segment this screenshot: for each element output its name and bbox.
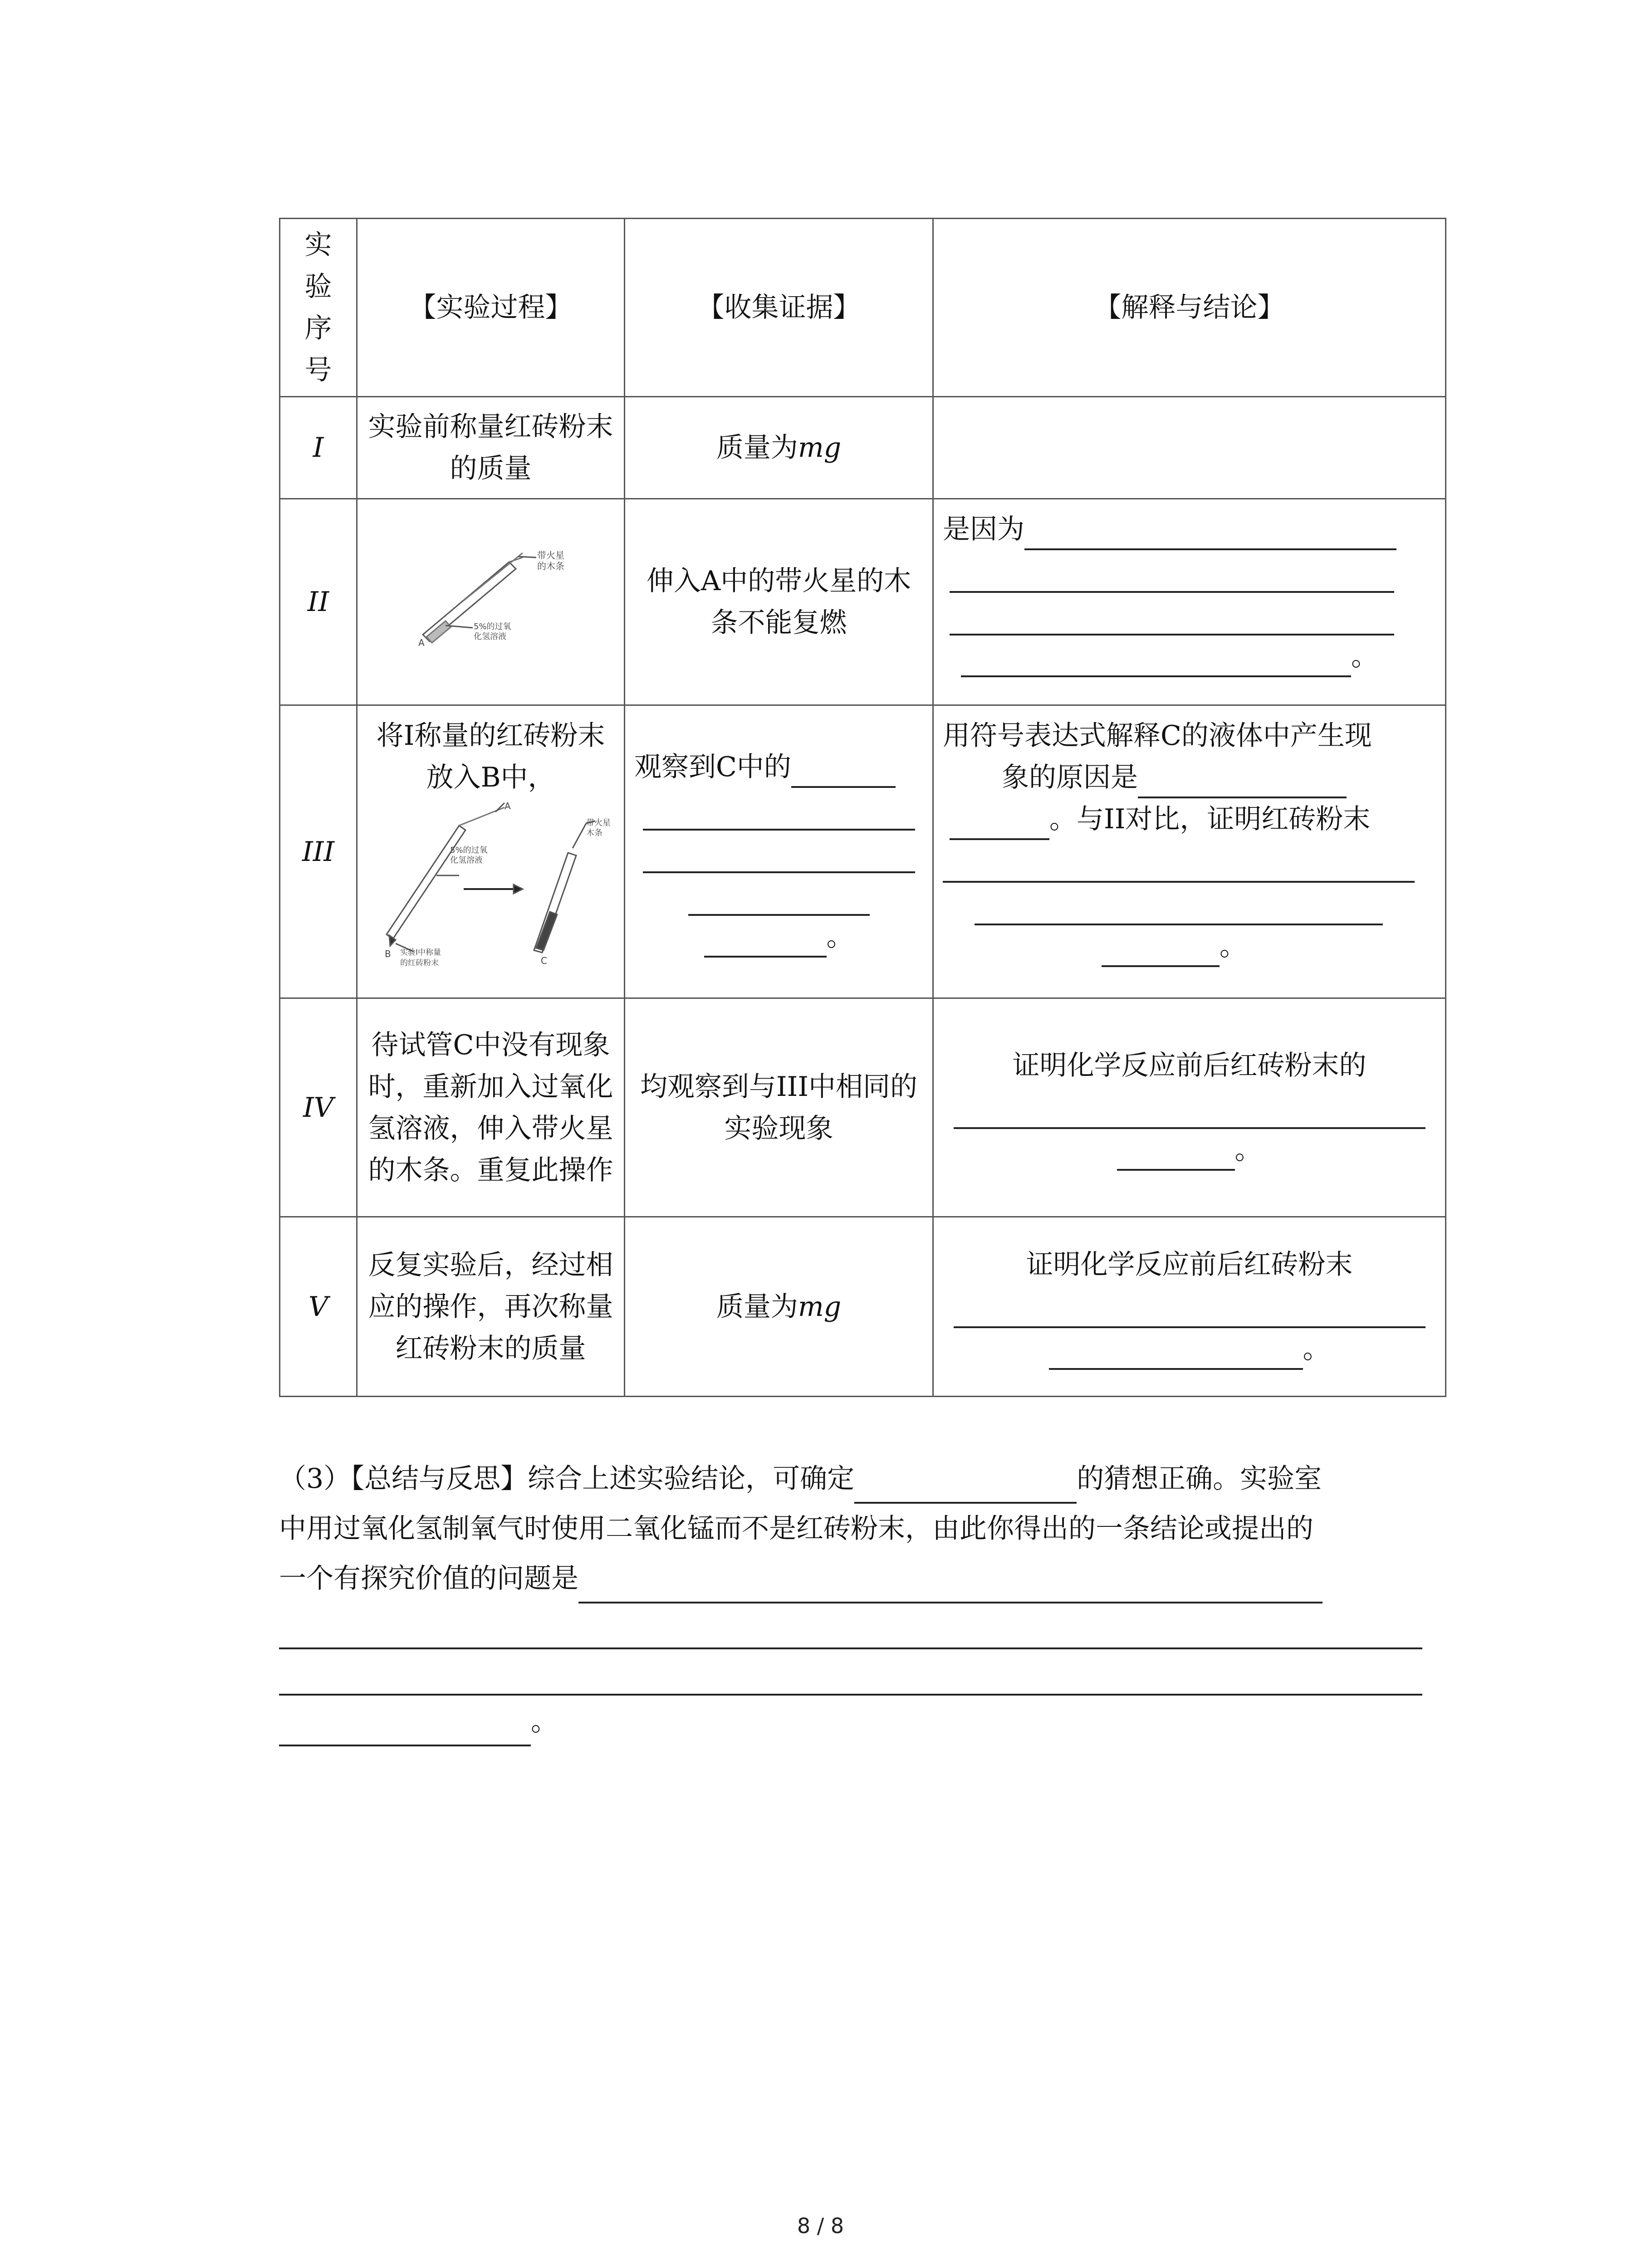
answer-line[interactable] [954,1286,1425,1328]
figure-label-a: A [418,637,425,648]
test-tube-bc-figure [368,798,613,975]
header-conclusion: 【解释与结论】 [933,219,1446,397]
row-id: II [280,499,357,705]
row-conclusion [933,499,1446,705]
answer-line[interactable] [643,788,915,831]
answer-blank[interactable] [1117,1137,1235,1171]
figure-label-b: B [384,948,391,959]
answer-blank[interactable] [791,754,896,788]
row-process [357,705,625,998]
evidence-text: 质量为 [716,432,798,464]
header-evidence: 【收集证据】 [625,219,933,397]
mass-variable: mg [798,1290,842,1323]
answer-blank[interactable] [1102,934,1220,967]
conclusion-prefix: 是因为 [943,513,1024,545]
row-process: 实验前称量红砖粉末的质量 [357,397,625,499]
figure-label-solution: 5%的过氧 [473,622,511,631]
answer-blank[interactable] [950,807,1049,840]
table-row [280,1217,1446,1397]
conclusion-line1: 用符号表达式解释C的液体中产生现 [943,720,1372,752]
answer-blank[interactable] [1138,765,1347,798]
row-process: 反复实验后，经过相应的操作，再次称量红砖粉末的质量 [357,1217,625,1397]
answer-line[interactable] [950,593,1394,635]
answer-line[interactable] [950,550,1394,593]
evidence-text: 伸入A中的带火星的木条不能复燃 [646,565,911,639]
row-evidence [625,1217,933,1397]
answer-blank[interactable] [279,1709,531,1746]
figure-label-powder: 实验I中称量 [400,948,441,957]
process-text: 将I称量的红砖粉末放入B中， [376,720,605,793]
row-conclusion [933,998,1446,1217]
evidence-text: 质量为 [716,1290,798,1323]
answer-blank[interactable] [704,924,827,958]
row-evidence [625,397,933,499]
header-seq [280,219,357,397]
figure-label-a: A [504,801,511,811]
row-conclusion [933,1217,1446,1397]
row-process: 待试管C中没有现象时，重新加入过氧化氢溶液，伸入带火星的木条。重复此操作 [357,998,625,1217]
mass-variable: mg [798,432,842,464]
answer-line[interactable] [688,873,870,916]
experiment-table [279,218,1446,1397]
answer-line[interactable] [279,1647,1422,1649]
answer-line[interactable] [975,883,1383,925]
row-process-figure [357,499,625,705]
end-mark: 。 [531,1706,558,1737]
answer-blank[interactable] [854,1466,1077,1504]
row-evidence [625,705,933,998]
figure-label-star-2: 的木条 [537,561,564,572]
summary-paragraph [279,1454,1440,1603]
answer-line[interactable] [279,1694,1422,1696]
summary-line1-suffix: 的猜想正确。实验室 [1077,1463,1322,1495]
header-seq-text: 实验序号 [304,229,332,386]
row-conclusion [933,397,1446,499]
answer-line[interactable] [954,1086,1425,1129]
row-id: III [280,705,357,998]
table-row [280,397,1446,499]
figure-label-star: 带火星 [586,818,611,828]
summary-line2: 中用过氧化氢制氧气时使用二氧化锰而不是红砖粉末，由此你得出的一条结论或提出的 [279,1513,1313,1545]
figure-label-powder-2: 的红砖粉末 [400,958,439,968]
row-id: IV [280,998,357,1217]
summary-line3: 一个有探究价值的问题是 [279,1563,578,1594]
table-header-row [280,219,1446,397]
figure-label-solution-2: 化氢溶液 [473,632,506,641]
page-number: 8 / 8 [797,2214,844,2238]
figure-label-star: 带火星 [537,550,564,561]
evidence-text: 观察到C中的 [634,751,791,783]
figure-label-solution-2: 化氢溶液 [450,855,483,865]
conclusion-text: 证明化学反应前后红砖粉末 [1026,1248,1353,1281]
answer-blank[interactable] [961,644,1351,677]
summary-line1-prefix: （3）【总结与反思】综合上述实验结论，可确定 [279,1463,855,1495]
table-row [280,499,1446,705]
row-conclusion [933,705,1446,998]
test-tube-a-figure [373,544,609,648]
figure-label-solution: 5%的过氧 [450,846,488,855]
end-mark: 。 [1220,930,1247,962]
answer-blank[interactable] [578,1566,1323,1603]
conclusion-text: 证明化学反应前后红砖粉末的 [1012,1049,1367,1081]
answer-line[interactable] [643,831,915,873]
end-mark: 。 [1303,1333,1330,1365]
answer-line[interactable] [943,840,1415,883]
row-evidence [625,499,933,705]
row-evidence: 均观察到与III中相同的实验现象 [625,998,933,1217]
summary-last-line [279,1696,1440,1746]
table-row [280,998,1446,1217]
answer-blank[interactable] [1049,1336,1303,1370]
figure-label-star-2: 木条 [586,828,603,838]
row-id: I [280,397,357,499]
end-mark: 。 [826,920,854,953]
conclusion-line3: 。与II对比，证明红砖粉末 [1049,803,1371,835]
figure-label-c: C [540,955,547,966]
conclusion-line2: 象的原因是 [1002,762,1138,793]
row-id: V [280,1217,357,1397]
header-process: 【实验过程】 [357,219,625,397]
end-mark: 。 [1351,640,1378,672]
answer-blank[interactable] [1024,517,1396,550]
table-row [280,705,1446,998]
end-mark: 。 [1234,1134,1262,1166]
